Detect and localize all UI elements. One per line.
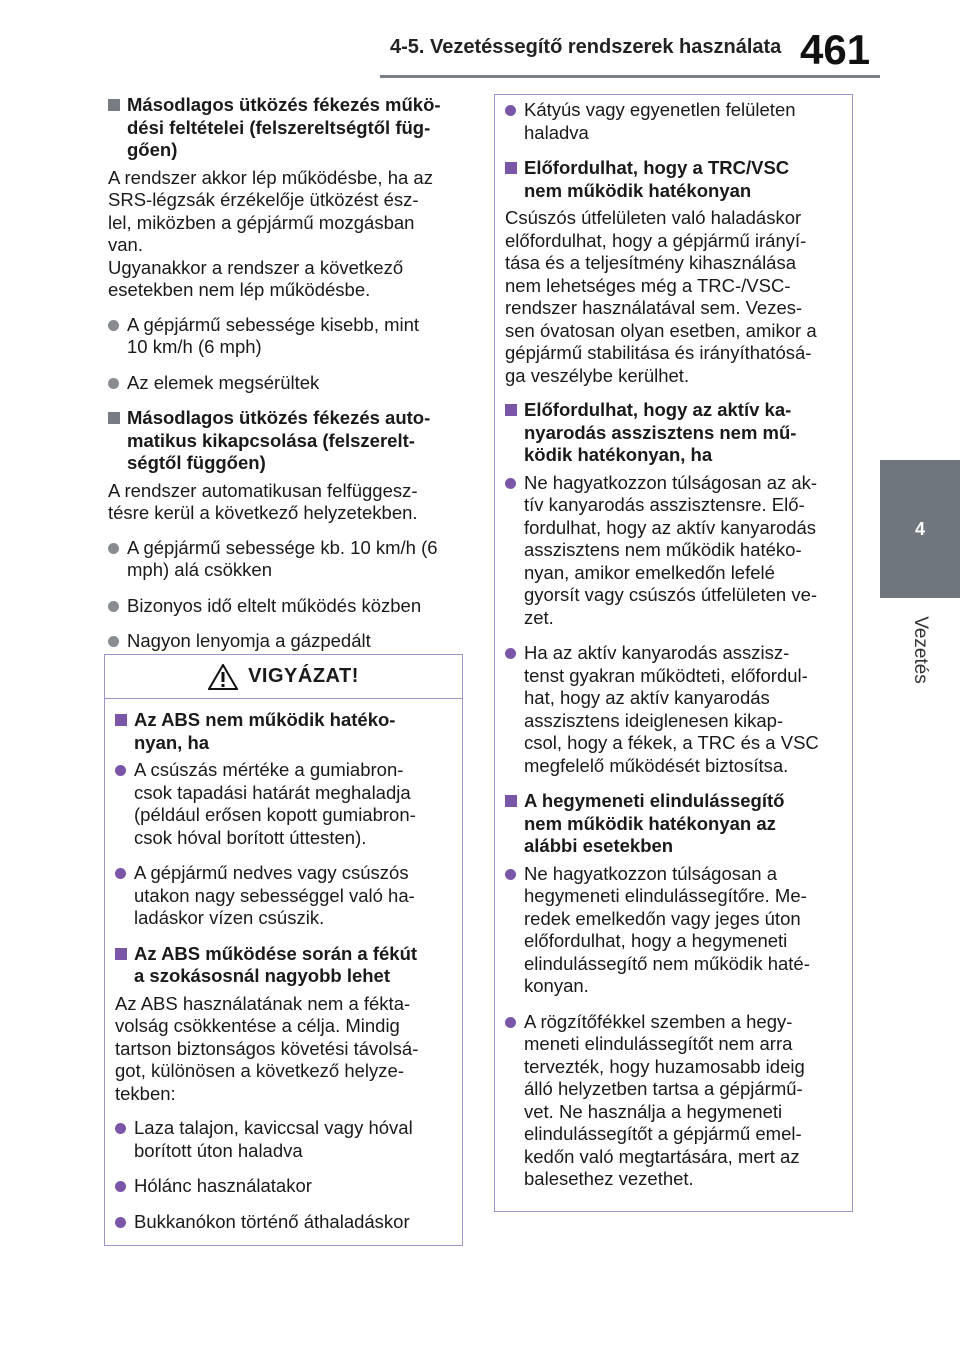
list-item bbox=[115, 1117, 450, 1162]
section-heading bbox=[505, 157, 842, 202]
heading-text: Másodlagos ütközés fékezés auto- matikus kikapcsolása (felszerelt- ségtől függően) bbox=[127, 407, 431, 473]
list-item-text: Kátyús vagy egyenetlen felületen haladva bbox=[524, 99, 796, 143]
square-bullet-icon bbox=[505, 795, 517, 807]
warning-box-continued bbox=[494, 94, 853, 1212]
list-item bbox=[505, 472, 842, 630]
section-title: 4-5. Vezetéssegítő rendszerek használata bbox=[390, 36, 782, 58]
paragraph: A rendszer akkor lép működésbe, ha az SRS-légzsák érzékelője ütközést ész- lel, miközben a gépjármű mozgásban van. Ugyanakkor a rendszer a következő esetekben nem lép működésbe. bbox=[108, 166, 433, 300]
section-heading bbox=[505, 790, 842, 858]
paragraph: Az ABS használatának nem a fékta- volság csökkentése a célja. Mindig tartson biztonságos követési távolsá- got, különösen a következő helyze- tekben: bbox=[115, 992, 419, 1104]
list-item bbox=[505, 863, 842, 998]
round-bullet-icon bbox=[505, 869, 516, 880]
paragraph: Csúszós útfelületen való haladáskor előfordulhat, hogy a gépjármű irányí- tása és a teljesítmény kihasználása nem lehetséges még a TRC-/VSC- rendszer használatával sem. Vezes- sen óvatosan olyan esetben, amikor a gépjármű stabilitása és irányíthatósá- ga veszélybe kerülhet. bbox=[505, 207, 817, 386]
list-item bbox=[115, 1175, 450, 1198]
square-bullet-icon bbox=[505, 162, 517, 174]
warning-box bbox=[104, 654, 463, 1246]
page-number: 461 bbox=[800, 26, 871, 73]
round-bullet-icon bbox=[108, 601, 119, 612]
section-heading bbox=[115, 943, 450, 988]
list-item bbox=[505, 642, 842, 777]
square-bullet-icon bbox=[505, 404, 517, 416]
list-item bbox=[108, 314, 470, 359]
list-item-text: Laza talajon, kaviccsal vagy hóval borított úton haladva bbox=[134, 1117, 413, 1161]
chapter-label bbox=[895, 600, 945, 700]
section-heading bbox=[505, 399, 842, 467]
round-bullet-icon bbox=[115, 1217, 126, 1228]
heading-text: A hegymeneti elindulássegítő nem működik hatékonyan az alábbi esetekben bbox=[524, 790, 785, 856]
warning-header bbox=[105, 655, 462, 699]
section-heading bbox=[115, 709, 450, 754]
list-item-text: Az elemek megsérültek bbox=[127, 371, 320, 393]
round-bullet-icon bbox=[505, 105, 516, 116]
list-item-text: A gépjármű sebessége kisebb, mint 10 km/h (6 mph) bbox=[127, 313, 420, 357]
list-item bbox=[115, 759, 450, 849]
chapter-number: 4 bbox=[914, 518, 925, 539]
list-item bbox=[115, 1211, 450, 1234]
round-bullet-icon bbox=[115, 765, 126, 776]
list-item-text: Ne hagyatkozzon túlságosan az ak- tív kanyarodás asszisztensre. Elő- fordulhat, hogy az aktív kanyarodás asszisztens nem működik hatéko- nyan, amikor emelkedőn lefelé gyorsít vagy csúszós útfelületen ve- zet. bbox=[524, 471, 818, 628]
round-bullet-icon bbox=[108, 320, 119, 331]
warning-body bbox=[105, 699, 462, 1233]
list-item-text: Bukkanókon történő áthaladáskor bbox=[134, 1210, 410, 1232]
list-item-text: A csúszás mértéke a gumiabron- csok tapadási határát meghaladja (például erősen kopott gumiabron- csok hóval borított úttesten). bbox=[134, 759, 416, 848]
chapter-tab bbox=[880, 460, 960, 598]
list-item bbox=[108, 630, 470, 653]
chapter-label-text: Vezetés bbox=[910, 616, 932, 684]
round-bullet-icon bbox=[108, 543, 119, 554]
round-bullet-icon bbox=[505, 1017, 516, 1028]
list-item bbox=[115, 862, 450, 930]
square-bullet-icon bbox=[115, 948, 127, 960]
list-item bbox=[505, 1011, 842, 1191]
header-divider bbox=[380, 75, 880, 78]
round-bullet-icon bbox=[108, 636, 119, 647]
warning-triangle-icon bbox=[208, 664, 238, 690]
list-item-text: A rögzítőfékkel szemben a hegy- meneti elindulássegítőt nem arra tervezték, hogy huzamosabb ideig álló helyzetben tartsa a gépjármű- vet. Ne használja a hegymeneti elindulássegítőt a gépjármű emel- kedőn való megtartására, mert az balesethez vezethet. bbox=[524, 1010, 805, 1189]
list-item-text: Nagyon lenyomja a gázpedált bbox=[127, 630, 371, 651]
list-item bbox=[108, 537, 470, 582]
section-heading bbox=[108, 94, 470, 162]
warning-title: VIGYÁZAT! bbox=[248, 665, 359, 687]
round-bullet-icon bbox=[115, 868, 126, 879]
list-item bbox=[505, 99, 842, 144]
round-bullet-icon bbox=[115, 1123, 126, 1134]
list-item-text: Bizonyos idő eltelt működés közben bbox=[127, 594, 422, 616]
heading-text: Az ABS működése során a fékút a szokásosnál nagyobb lehet bbox=[134, 942, 418, 986]
list-item-text: Hólánc használatakor bbox=[134, 1175, 312, 1196]
heading-text: Előfordulhat, hogy a TRC/VSC nem működik hatékonyan bbox=[524, 157, 790, 201]
square-bullet-icon bbox=[115, 714, 127, 726]
left-column bbox=[108, 94, 470, 666]
heading-text: Az ABS nem működik hatéko- nyan, ha bbox=[134, 709, 396, 753]
list-item-text: Ha az aktív kanyarodás asszisz- tenst gyakran működteti, előfordul- hat, hogy az aktív kanyarodás asszisztens ideiglenesen kikap- csol, hogy a fékek, a TRC és a VSC megfelelő működését biztosítsa. bbox=[524, 642, 819, 776]
paragraph: A rendszer automatikusan felfüggesz- tésre kerül a következő helyzetekben. bbox=[108, 479, 418, 523]
round-bullet-icon bbox=[505, 478, 516, 489]
list-item-text: Ne hagyatkozzon túlságosan a hegymeneti elindulássegítőre. Me- redek emelkedőn vagy jeges úton előfordulhat, hogy a hegymeneti elindulássegítő nem működik haté- konyan. bbox=[524, 862, 810, 996]
list-item-text: A gépjármű sebessége kb. 10 km/h (6 mph) alá csökken bbox=[127, 536, 438, 580]
list-item bbox=[108, 372, 470, 395]
list-item bbox=[108, 595, 470, 618]
square-bullet-icon bbox=[108, 412, 120, 424]
round-bullet-icon bbox=[505, 648, 516, 659]
heading-text: Másodlagos ütközés fékezés műkö- dési feltételei (felszereltségtől füg- gően) bbox=[127, 94, 441, 160]
square-bullet-icon bbox=[108, 99, 120, 111]
round-bullet-icon bbox=[115, 1181, 126, 1192]
section-heading bbox=[108, 407, 470, 475]
round-bullet-icon bbox=[108, 378, 119, 389]
heading-text: Előfordulhat, hogy az aktív ka- nyarodás asszisztens nem mű- ködik hatékonyan, ha bbox=[524, 399, 797, 465]
list-item-text: A gépjármű nedves vagy csúszós utakon nagy sebességgel való ha- ladáskor vízen csúszik. bbox=[134, 862, 415, 928]
